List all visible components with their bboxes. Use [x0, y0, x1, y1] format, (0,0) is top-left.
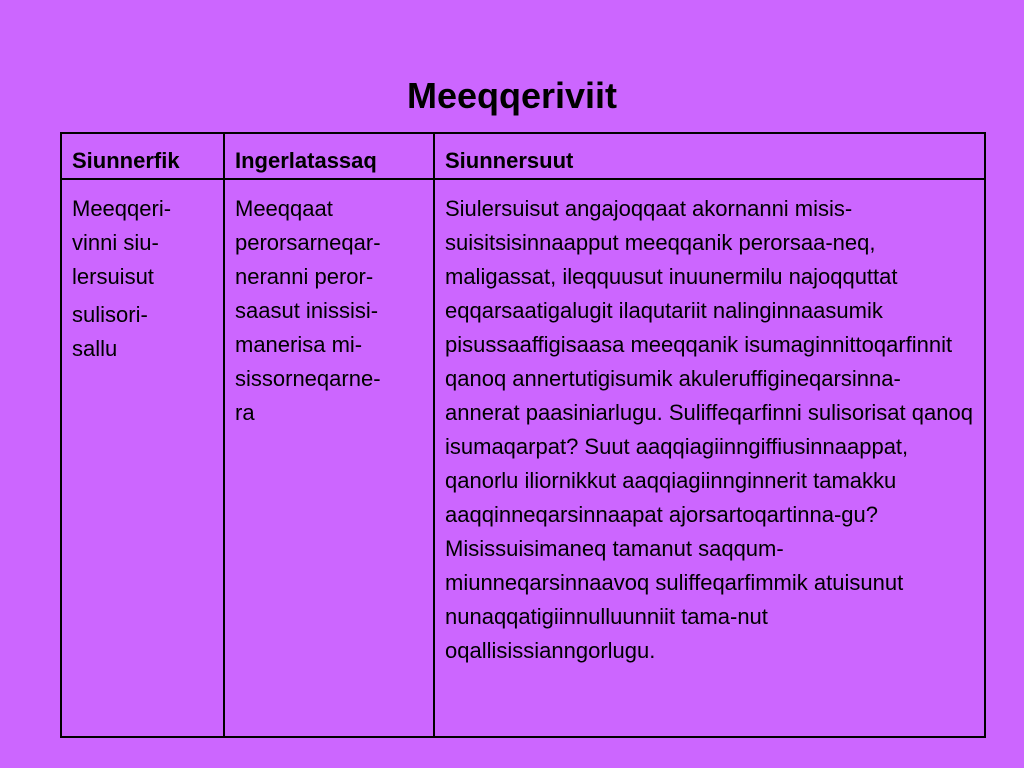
- cell-ingerlatassaq: [224, 179, 434, 737]
- cell-text-line: manerisa mi-: [235, 332, 363, 357]
- cell-text-line: perorsarneqar-: [235, 230, 381, 255]
- cell-text-line: vinni siu-: [72, 230, 159, 255]
- table-header-row: [61, 133, 985, 179]
- column-header-siunnerfik: Siunnerfik: [61, 133, 224, 179]
- column-header-siunnersuut: Siunnersuut: [434, 133, 985, 179]
- table-row: [61, 179, 985, 737]
- cell-siunnerfik: [61, 179, 224, 737]
- cell-siunnersuut: Siulersuisut angajoqqaat akornanni misis-suisitsisinnaapput meeqqanik perorsaa-neq, maligassat, ileqquusut inuunermilu najoqquttat eqqarsaatigalugit ilaqutariit nalinginnaasumik pisussaaffigisaasa meeqqanik isumaginnittoqarfinnit qanoq annertutigisumik akuleruffigineqarsinna-annerat paasiniarlugu. Suliffeqarfinni sulisorisat qanoq isumaqarpat? Suut aaqqiagiinngiffiusinnaappat, qanorlu iliornikkut aaqqiagiinnginnerit tamakku aaqqinneqarsinnaapat ajorsartoqartinna-gu? Misissuisimaneq tamanut saqqum-miunneqarsinnaavoq suliffeqarfimmik atuisunut nunaqqatigiinnulluunniit tama-nut oqallisissianngorlugu.: [434, 179, 985, 737]
- cell-text-line: sallu: [72, 336, 118, 361]
- cell-text-line: saasut inissisi-: [235, 298, 379, 323]
- cell-text-line: Meeqqaat: [235, 196, 333, 221]
- column-header-ingerlatassaq: Ingerlatassaq: [224, 133, 434, 179]
- cell-text-line: lersuisut: [72, 264, 154, 289]
- page-title: Meeqqeriviit: [406, 75, 618, 116]
- cell-text-line: sissorneqarne-: [235, 366, 381, 391]
- cell-text-line: ra: [235, 400, 255, 425]
- content-table: [60, 132, 986, 738]
- cell-text-line: Meeqqeri-: [72, 196, 172, 221]
- cell-text-line: neranni peror-: [235, 264, 374, 289]
- cell-text-line: sulisori-: [72, 302, 148, 327]
